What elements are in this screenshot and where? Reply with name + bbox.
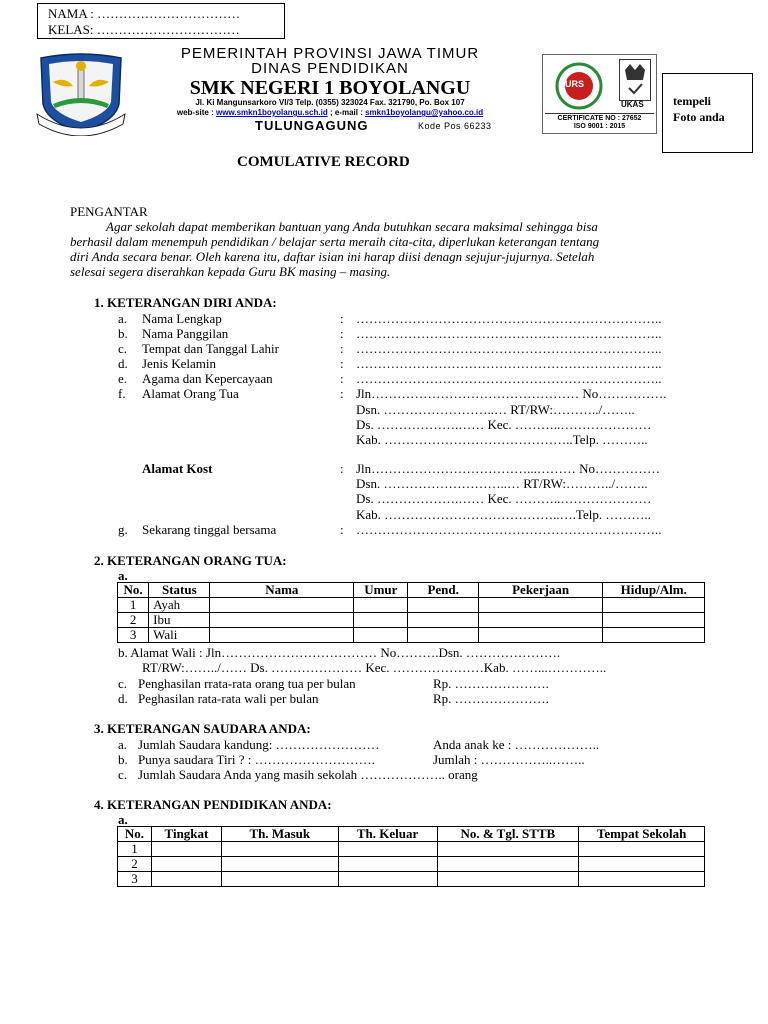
cell-tempat[interactable] bbox=[579, 872, 705, 887]
table-row bbox=[118, 857, 705, 872]
kost-label: Alamat Kost bbox=[142, 461, 213, 476]
col-th-keluar: Th. Keluar bbox=[338, 827, 437, 842]
section1-heading: 1. KETERANGAN DIRI ANDA: bbox=[94, 295, 277, 310]
col-no: No. bbox=[118, 583, 149, 598]
row-no: 3 bbox=[118, 872, 152, 887]
identity-box bbox=[37, 3, 285, 39]
cell-hidup[interactable] bbox=[603, 628, 705, 643]
s1-value-e[interactable]: …………………………………………………………….. bbox=[356, 371, 662, 386]
cell-th-masuk[interactable] bbox=[221, 872, 338, 887]
cell-pekerjaan[interactable] bbox=[478, 628, 603, 643]
col-tempat: Tempat Sekolah bbox=[579, 827, 705, 842]
s2-label-d: d. bbox=[118, 691, 128, 706]
s1-colon-a: : bbox=[340, 311, 344, 326]
kost-jln[interactable]: Jln………………………………...……… No…………… bbox=[356, 461, 661, 476]
table-row bbox=[118, 598, 705, 613]
section3-heading: 3. KETERANGAN SAUDARA ANDA: bbox=[94, 721, 311, 736]
s1-value-a[interactable]: …………………………………………………………….. bbox=[356, 311, 662, 326]
iso-label: ISO 9001 : 2015 bbox=[573, 123, 626, 130]
header-line2: DINAS PENDIDIKAN bbox=[251, 60, 409, 77]
s2-label-c: c. bbox=[118, 676, 128, 691]
cell-pend[interactable] bbox=[408, 628, 478, 643]
iso-certificate-logo bbox=[542, 54, 657, 134]
col-umur: Umur bbox=[354, 583, 408, 598]
cell-nama[interactable] bbox=[210, 628, 354, 643]
s1-text-f: Alamat Orang Tua bbox=[142, 386, 239, 401]
table-row bbox=[118, 872, 705, 887]
row-no: 1 bbox=[118, 598, 149, 613]
s1-value-d[interactable]: …………………………………………………………….. bbox=[356, 356, 662, 371]
city: TULUNGAGUNG bbox=[255, 118, 369, 133]
cell-th-keluar[interactable] bbox=[338, 842, 437, 857]
s3-text-b[interactable]: Punya saudara Tiri ? : ………………………. bbox=[138, 752, 375, 767]
s2-value-c[interactable]: Rp. …………………. bbox=[433, 676, 549, 691]
postcode: Kode Pos 66233 bbox=[418, 121, 492, 131]
s1-value-f[interactable]: Jln………………………………………… No……………. bbox=[356, 386, 667, 401]
cell-nama[interactable] bbox=[210, 598, 354, 613]
cell-nama[interactable] bbox=[210, 613, 354, 628]
pengantar-line4: selesai segera diserahkan kepada Guru BK masing – masing. bbox=[70, 264, 391, 279]
s1-text-c: Tempat dan Tanggal Lahir bbox=[142, 341, 279, 356]
parents-table-header bbox=[118, 583, 705, 598]
kost-colon: : bbox=[340, 461, 344, 476]
s4-sub-a: a. bbox=[118, 812, 128, 827]
s1-text-d: Jenis Kelamin bbox=[142, 356, 217, 371]
cell-pend[interactable] bbox=[408, 598, 478, 613]
cell-tempat[interactable] bbox=[579, 857, 705, 872]
col-no: No. bbox=[118, 827, 152, 842]
cell-sttb[interactable] bbox=[437, 857, 579, 872]
kost-ds[interactable]: Ds. ……………….…… Kec. ………..………………… bbox=[356, 491, 652, 506]
s1-text-a: Nama Lengkap bbox=[142, 311, 222, 326]
pengantar-line2: berhasil dalam menempuh pendidikan / belajar serta meraih cita-cita, diperlukan keterangan tentang bbox=[70, 234, 600, 249]
contact-line bbox=[140, 108, 520, 118]
s2-text-d: Peghasilan rata-rata wali per bulan bbox=[138, 691, 319, 706]
col-nama: Nama bbox=[210, 583, 354, 598]
photo-line2: Foto anda bbox=[673, 110, 725, 124]
col-pend: Pend. bbox=[408, 583, 478, 598]
ortu-dsn[interactable]: Dsn. ……………………..… RT/RW:………../…….. bbox=[356, 402, 635, 417]
kost-dsn[interactable]: Dsn. ………………………..… RT/RW:………../…….. bbox=[356, 476, 648, 491]
row-status: Wali bbox=[149, 628, 210, 643]
s1-value-g[interactable]: …………………………………………………………….. bbox=[356, 522, 662, 537]
col-hidup: Hidup/Alm. bbox=[603, 583, 705, 598]
row-status: Ayah bbox=[149, 598, 210, 613]
section2-heading: 2. KETERANGAN ORANG TUA: bbox=[94, 553, 287, 568]
s1-text-e: Agama dan Kepercayaan bbox=[142, 371, 273, 386]
website-link[interactable]: www.smkn1boyolangu.sch.id bbox=[216, 108, 328, 117]
urs-mark: URS bbox=[565, 79, 585, 89]
web-label: web-site : bbox=[176, 108, 216, 117]
table-row bbox=[118, 628, 705, 643]
s1-label-g: g. bbox=[118, 522, 128, 537]
cell-th-keluar[interactable] bbox=[338, 857, 437, 872]
ukas-crown-icon bbox=[619, 59, 651, 101]
cell-pekerjaan[interactable] bbox=[478, 598, 603, 613]
pengantar-line3: diri Anda secara benar. Oleh karena itu, daftar isian ini harap diisi denagn sejujur-jujurnya. Setelah bbox=[70, 249, 595, 264]
education-table bbox=[117, 826, 705, 887]
section4-heading: 4. KETERANGAN PENDIDIKAN ANDA: bbox=[94, 797, 332, 812]
s3-right-a[interactable]: Anda anak ke : ……………….. bbox=[433, 737, 600, 752]
col-sttb: No. & Tgl. STTB bbox=[437, 827, 579, 842]
row-status: Ibu bbox=[149, 613, 210, 628]
cell-tingkat[interactable] bbox=[151, 857, 221, 872]
s1-colon-b: : bbox=[340, 326, 344, 341]
s2-text-c: Penghasilan rrata-rata orang tua per bulan bbox=[138, 676, 356, 691]
ukas-mark: UKAS bbox=[621, 100, 644, 109]
row-no: 2 bbox=[118, 857, 152, 872]
cell-tingkat[interactable] bbox=[151, 872, 221, 887]
col-tingkat: Tingkat bbox=[151, 827, 221, 842]
s1-text-b: Nama Panggilan bbox=[142, 326, 229, 341]
s2-value-d[interactable]: Rp. …………………. bbox=[433, 691, 549, 706]
cell-pekerjaan[interactable] bbox=[478, 613, 603, 628]
s3-text-c[interactable]: Jumlah Saudara Anda yang masih sekolah ……………….. orang bbox=[138, 767, 478, 782]
cell-umur[interactable] bbox=[354, 598, 408, 613]
cell-tingkat[interactable] bbox=[151, 842, 221, 857]
cell-umur[interactable] bbox=[354, 628, 408, 643]
s1-colon-d: : bbox=[340, 356, 344, 371]
kost-kab[interactable]: Kab. …………………………………..….Telp. ……….. bbox=[356, 507, 651, 522]
s2-sub-a: a. bbox=[118, 568, 128, 583]
cell-hidup[interactable] bbox=[603, 613, 705, 628]
s1-label-c: c. bbox=[118, 341, 128, 356]
s3-label-b: b. bbox=[118, 752, 128, 767]
photo-line1: tempeli bbox=[673, 94, 711, 108]
cell-th-keluar[interactable] bbox=[338, 872, 437, 887]
school-address: Jl. Ki Mangunsarkoro VI/3 Telp. (0355) 323024 Fax. 321790, Po. Box 107 bbox=[195, 98, 465, 107]
s1-label-a: a. bbox=[118, 311, 128, 326]
s3-right-b[interactable]: Jumlah : ……………..…….. bbox=[433, 752, 585, 767]
cell-tempat[interactable] bbox=[579, 842, 705, 857]
school-name: SMK NEGERI 1 BOYOLANGU bbox=[189, 77, 471, 99]
s1-label-f: f. bbox=[118, 386, 126, 401]
s1-colon-f: : bbox=[340, 386, 344, 401]
table-row bbox=[118, 842, 705, 857]
s3-text-a[interactable]: Jumlah Saudara kandung: …………………… bbox=[138, 737, 380, 752]
cell-th-masuk[interactable] bbox=[221, 842, 338, 857]
pengantar-heading: PENGANTAR bbox=[70, 204, 148, 219]
parents-table bbox=[117, 582, 705, 643]
cell-sttb[interactable] bbox=[437, 842, 579, 857]
col-pekerjaan: Pekerjaan bbox=[478, 583, 603, 598]
cell-hidup[interactable] bbox=[603, 598, 705, 613]
s1-label-e: e. bbox=[118, 371, 128, 386]
cell-pend[interactable] bbox=[408, 613, 478, 628]
s1-text-g: Sekarang tinggal bersama bbox=[142, 522, 277, 537]
page-title: COMULATIVE RECORD bbox=[237, 154, 410, 170]
col-status: Status bbox=[149, 583, 210, 598]
s3-label-c: c. bbox=[118, 767, 128, 782]
col-th-masuk: Th. Masuk bbox=[221, 827, 338, 842]
cell-th-masuk[interactable] bbox=[221, 857, 338, 872]
province-emblem bbox=[35, 52, 127, 136]
wali-address-line2[interactable]: RT/RW:……../…… Ds. ………………… Kec. …………………Kab. ……...………….. bbox=[142, 660, 607, 675]
cell-umur[interactable] bbox=[354, 613, 408, 628]
email-link[interactable]: smkn1boyolangu@yahoo.co.id bbox=[365, 108, 484, 117]
s1-label-d: d. bbox=[118, 356, 128, 371]
ortu-ds[interactable]: Ds. ……………….…… Kec. ………..………………… bbox=[356, 417, 652, 432]
ortu-kab[interactable]: Kab. ……………………………………..Telp. ……….. bbox=[356, 432, 648, 447]
row-no: 3 bbox=[118, 628, 149, 643]
s1-value-c[interactable]: …………………………………………………………….. bbox=[356, 341, 662, 356]
header-line1: PEMERINTAH PROVINSI JAWA TIMUR bbox=[180, 45, 480, 62]
s1-label-b: b. bbox=[118, 326, 128, 341]
row-no: 1 bbox=[118, 842, 152, 857]
cert-number: CERTIFICATE NO : 27652 bbox=[545, 113, 654, 123]
nama-field[interactable]: NAMA : …………………………… bbox=[48, 6, 241, 21]
row-no: 2 bbox=[118, 613, 149, 628]
s3-label-a: a. bbox=[118, 737, 128, 752]
pengantar-line1: Agar sekolah dapat memberikan bantuan yang Anda butuhkan secara maksimal sehingga bisa bbox=[106, 219, 598, 234]
kelas-field[interactable]: KELAS: …………………………… bbox=[48, 22, 240, 37]
s1-colon-g: : bbox=[340, 522, 344, 537]
table-row bbox=[118, 613, 705, 628]
education-table-header bbox=[118, 827, 705, 842]
s1-value-b[interactable]: …………………………………………………………….. bbox=[356, 326, 662, 341]
cell-sttb[interactable] bbox=[437, 872, 579, 887]
s1-colon-c: : bbox=[340, 341, 344, 356]
email-label: ; e-mail : bbox=[327, 108, 366, 117]
wali-address-line1[interactable]: b. Alamat Wali : Jln……………………………… No……….Dsn. …………………. bbox=[118, 645, 561, 660]
s1-colon-e: : bbox=[340, 371, 344, 386]
photo-placeholder[interactable] bbox=[662, 73, 753, 153]
